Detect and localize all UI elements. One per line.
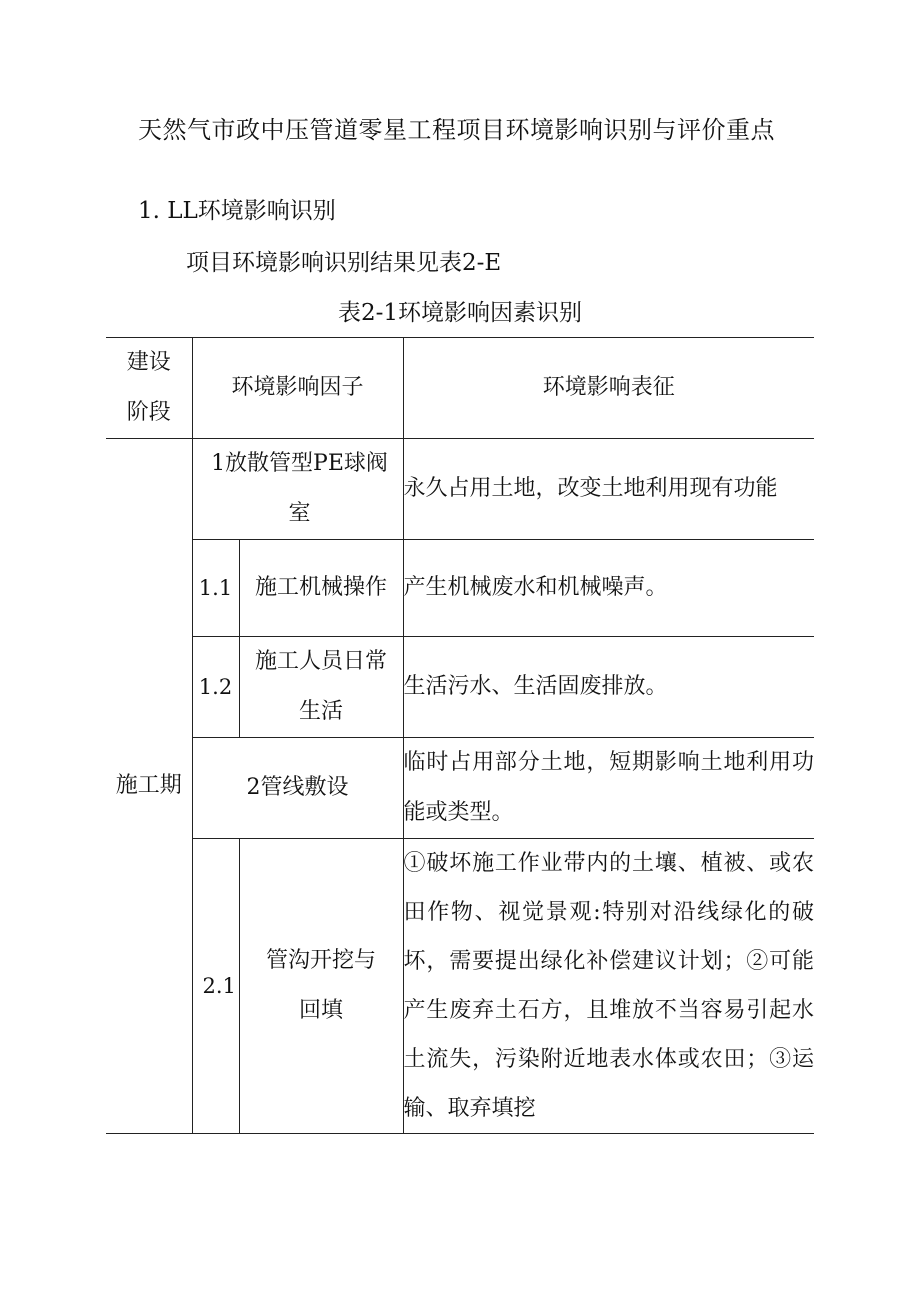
row-factor: 施工机械操作: [239, 540, 403, 637]
row-desc: ①破坏施工作业带内的土壤、植被、或农田作物、视觉景观:特别对沿线绿化的破坏，需要提出绿化补偿建议计划；②可能产生废弃土石方，且堆放不当容易引起水土流失，污染附近地表水体或农田；③运输、取弃填挖: [403, 839, 814, 1134]
table-row: [106, 839, 814, 1134]
section-heading: 1. LL环境影响识别: [138, 198, 336, 224]
impact-table: [106, 337, 814, 1134]
table-row: [106, 439, 814, 540]
document-title: 天然气市政中压管道零星工程项目环境影响识别与评价重点: [138, 116, 775, 144]
row-desc: 生活污水、生活固废排放。: [403, 637, 814, 738]
row-num: 1.1: [192, 540, 239, 637]
row-desc: 临时占用部分土地，短期影响土地利用功能或类型。: [403, 738, 814, 839]
table-row: [106, 637, 814, 738]
row-num: 1.2: [192, 637, 239, 738]
row-factor: 1放散管型PE球阀室: [192, 439, 403, 540]
row-desc: 永久占用土地，改变土地利用现有功能: [403, 439, 814, 540]
row-num: 2.1: [192, 839, 239, 1134]
row-desc: 产生机械废水和机械噪声。: [403, 540, 814, 637]
table-header-row: [106, 338, 814, 439]
header-factor: 环境影响因子: [192, 338, 403, 439]
table-row: [106, 738, 814, 839]
table-caption: 表2-1环境影响因素识别: [337, 300, 583, 326]
header-stage: 建设阶段: [106, 338, 192, 439]
row-factor: 2管线敷设: [192, 738, 403, 839]
row-factor: 管沟开挖与回填: [239, 839, 403, 1134]
header-manifestation: 环境影响表征: [403, 338, 814, 439]
stage-cell: 施工期: [106, 439, 192, 1134]
row-factor: 施工人员日常生活: [239, 637, 403, 738]
table-row: [106, 540, 814, 637]
intro-paragraph: 项目环境影响识别结果见表2-E: [186, 250, 502, 276]
